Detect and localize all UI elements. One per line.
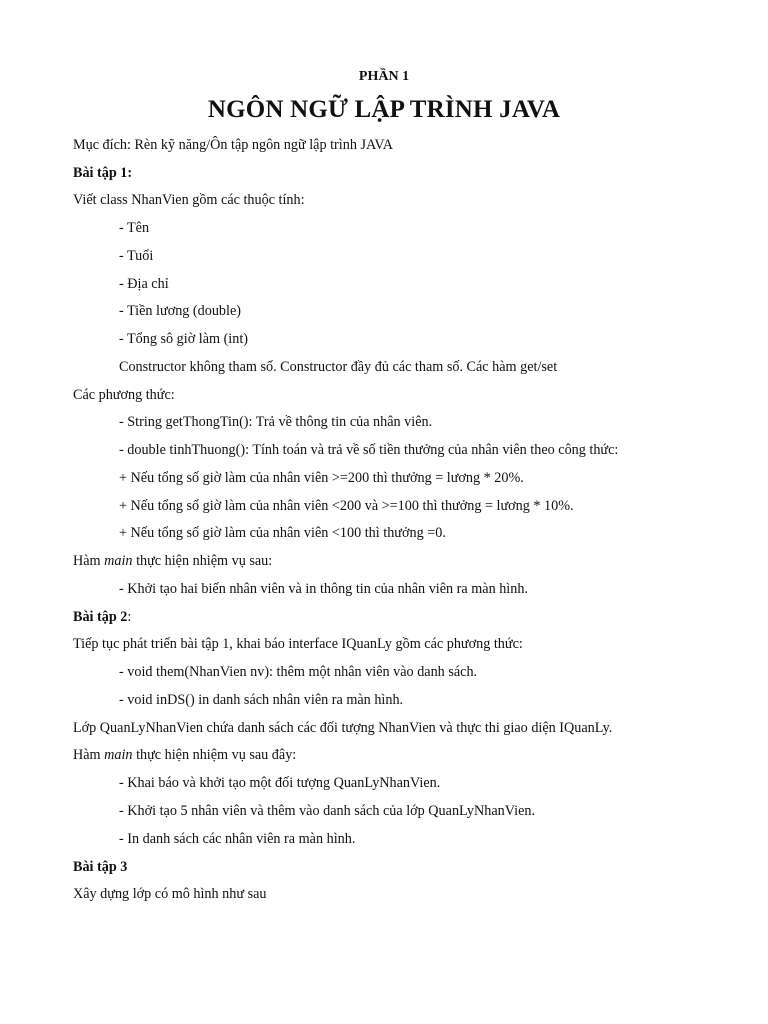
methods-intro: Các phương thức: (73, 387, 175, 403)
formula-item: + Nếu tổng số giờ làm của nhân viên >=200 thì thưởng = lương * 20%. (119, 470, 524, 486)
main-suffix: thực hiện nhiệm vụ sau: (132, 553, 273, 569)
exercise-1-heading: Bài tập 1: (73, 165, 133, 181)
method-item: - String getThongTin(): Trả về thông tin của nhân viên. (119, 414, 433, 430)
exercise-2-colon: : (127, 609, 132, 625)
formula-item: + Nếu tổng số giờ làm của nhân viên <100 thì thưởng =0. (119, 525, 446, 541)
exercise-1-intro: Viết class NhanVien gồm các thuộc tính: (73, 192, 305, 208)
main-prefix: Hàm (73, 553, 105, 569)
main-task-item: - Khởi tạo 5 nhân viên và thêm vào danh sách của lớp QuanLyNhanVien. (119, 803, 536, 819)
attribute-item: - Địa chỉ (119, 276, 169, 292)
exercise-2-intro: Tiếp tục phát triển bài tập 1, khai báo interface IQuanLy gồm các phương thức: (73, 636, 523, 652)
attribute-item: - Tuổi (119, 248, 154, 264)
main-task-intro (73, 552, 272, 570)
attribute-item: - Tên (119, 220, 150, 236)
class-description: Lớp QuanLyNhanVien chứa danh sách các đối tượng NhanVien và thực thi giao diện IQuanLy. (73, 720, 613, 736)
main-task-intro (73, 746, 296, 764)
method-item: - double tinhThuong(): Tính toán và trả về số tiền thưởng của nhân viên theo công thức: (119, 442, 619, 458)
part-label: PHẦN 1 (358, 69, 410, 84)
purpose-line: Mục đích: Rèn kỹ năng/Ôn tập ngôn ngữ lập trình JAVA (73, 137, 394, 153)
main-task-item: - Khởi tạo hai biến nhân viên và in thông tin của nhân viên ra màn hình. (119, 581, 528, 597)
main-suffix: thực hiện nhiệm vụ sau đây: (132, 747, 297, 763)
exercise-3-intro: Xây dựng lớp có mô hình như sau (73, 886, 267, 902)
main-keyword: main (104, 553, 133, 569)
exercise-2-title: Bài tập 2 (73, 609, 128, 625)
attribute-item: - Tiền lương (double) (119, 303, 241, 319)
exercise-2-heading (73, 608, 131, 626)
constructor-line: Constructor không tham số. Constructor đầy đủ các tham số. Các hàm get/set (119, 359, 558, 375)
document-title: NGÔN NGỮ LẬP TRÌNH JAVA (207, 96, 561, 123)
method-item: - void inDS() in danh sách nhân viên ra màn hình. (119, 692, 404, 708)
attribute-item: - Tổng sô giờ làm (int) (119, 331, 249, 347)
exercise-3-heading: Bài tập 3 (73, 859, 128, 875)
formula-item: + Nếu tổng số giờ làm của nhân viên <200 và >=100 thì thưởng = lương * 10%. (119, 498, 574, 514)
main-prefix: Hàm (73, 747, 105, 763)
main-task-item: - Khai báo và khởi tạo một đối tượng QuanLyNhanVien. (119, 775, 441, 791)
main-task-item: - In danh sách các nhân viên ra màn hình. (119, 831, 356, 847)
main-keyword: main (104, 747, 133, 763)
method-item: - void them(NhanVien nv): thêm một nhân viên vào danh sách. (119, 664, 478, 680)
